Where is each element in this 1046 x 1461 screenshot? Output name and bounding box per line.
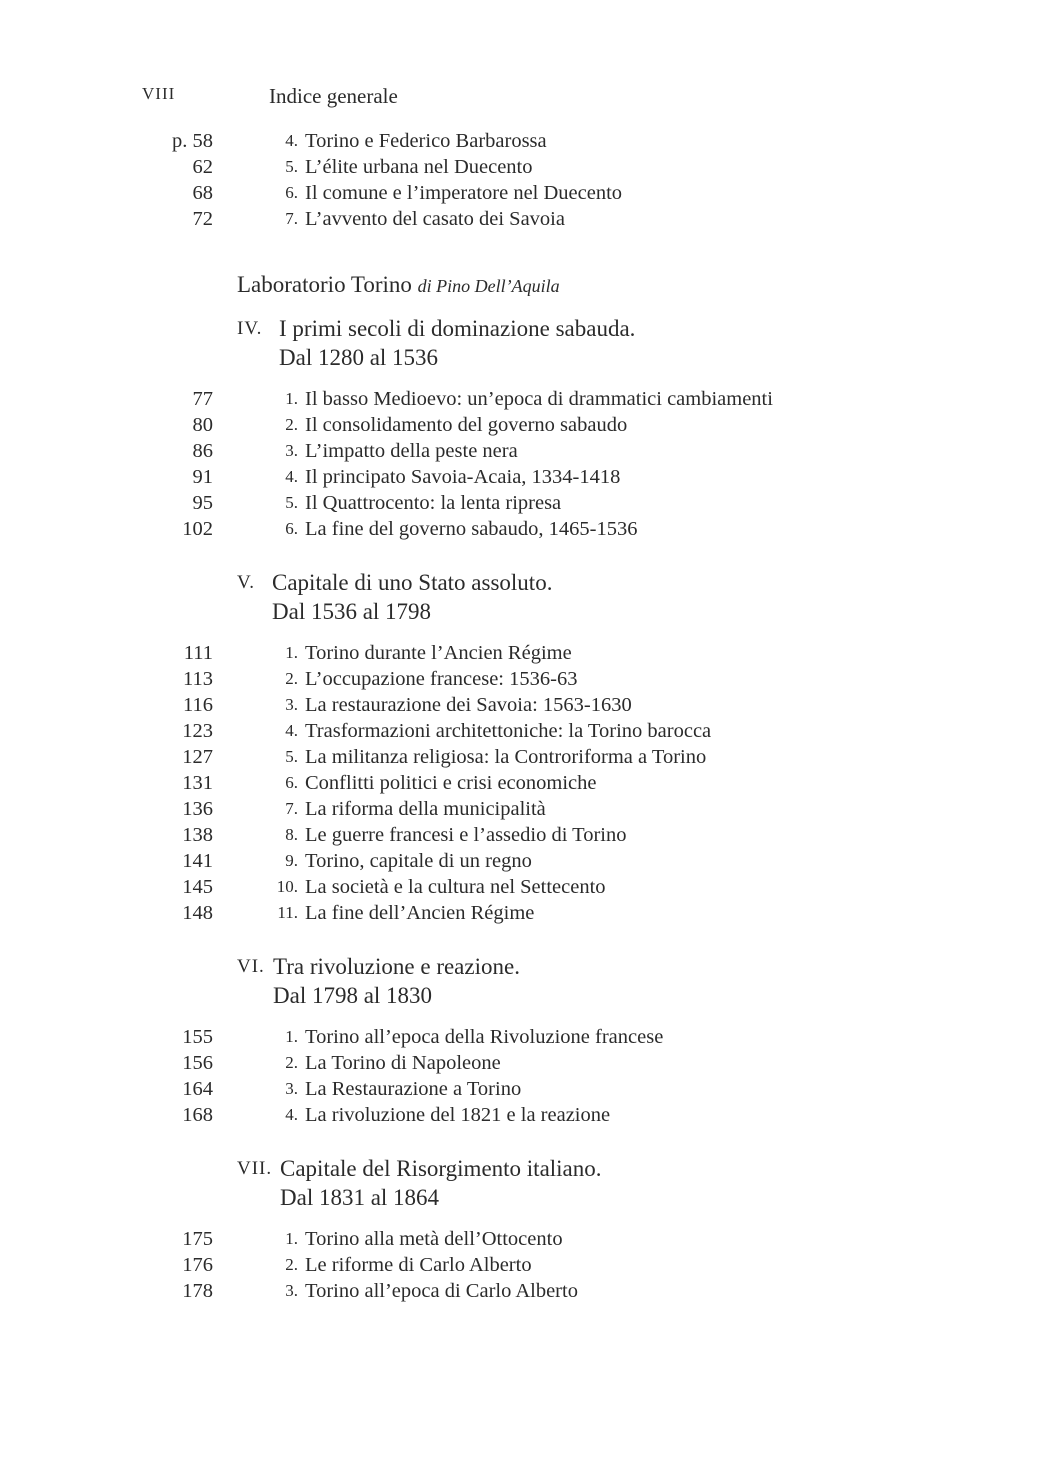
running-header <box>0 84 1046 114</box>
entry-page: 86 <box>192 440 213 462</box>
entry-title: Trasformazioni architettoniche: la Torino barocca <box>305 720 712 742</box>
entry-page: 116 <box>183 694 213 716</box>
section-heading-laboratorio[interactable] <box>0 270 1046 300</box>
toc-entry[interactable] <box>0 180 1046 206</box>
entry-title: Le riforme di Carlo Alberto <box>305 1254 532 1276</box>
entry-page: 72 <box>192 208 213 230</box>
entry-title: La società e la cultura nel Settecento <box>305 876 606 898</box>
toc-entry[interactable] <box>0 1226 1046 1252</box>
entry-number: 2. <box>285 669 298 688</box>
entry-page: 168 <box>182 1104 213 1126</box>
entry-title: La Restaurazione a Torino <box>305 1078 522 1100</box>
entry-number: 2. <box>285 1255 298 1274</box>
entry-title: Il comune e l’imperatore nel Duecento <box>305 182 623 204</box>
entry-number: 4. <box>285 1105 298 1124</box>
entry-title: La Torino di Napoleone <box>305 1052 501 1074</box>
entry-number: 1. <box>285 1229 298 1248</box>
toc-entry[interactable] <box>0 1024 1046 1050</box>
toc-entry[interactable] <box>0 464 1046 490</box>
entry-page: 111 <box>183 642 213 664</box>
entry-title: Conflitti politici e crisi economiche <box>305 772 597 794</box>
section-title: Laboratorio Torino <box>237 272 412 297</box>
entry-page: 77 <box>192 388 213 410</box>
entry-page: 68 <box>192 182 213 204</box>
entry-number: 8. <box>285 825 298 844</box>
entry-title: Torino e Federico Barbarossa <box>305 130 547 152</box>
entry-number: 3. <box>285 695 298 714</box>
chapter-entries <box>0 386 1046 542</box>
toc-entry[interactable] <box>0 640 1046 666</box>
entry-number: 1. <box>285 389 298 408</box>
top-entries <box>0 128 1046 232</box>
entry-title: Il consolidamento del governo sabaudo <box>305 414 628 436</box>
entry-number: 3. <box>285 441 298 460</box>
entry-number: 4. <box>285 721 298 740</box>
entry-page: 123 <box>182 720 213 742</box>
entry-page: 62 <box>192 156 213 178</box>
entry-title: La restaurazione dei Savoia: 1563-1630 <box>305 694 632 716</box>
toc-entry[interactable] <box>0 848 1046 874</box>
entry-number: 9. <box>285 851 298 870</box>
entry-number: 1. <box>285 643 298 662</box>
toc-entry[interactable] <box>0 900 1046 926</box>
entry-title: Il principato Savoia-Acaia, 1334-1418 <box>305 466 621 488</box>
entry-page: 138 <box>182 824 213 846</box>
entry-number: 3. <box>285 1281 298 1300</box>
toc-entry[interactable] <box>0 1102 1046 1128</box>
toc-entry[interactable] <box>0 718 1046 744</box>
entry-number: 10. <box>276 877 298 896</box>
entry-page: 141 <box>182 850 213 872</box>
page-folio: VIII <box>142 84 176 103</box>
chapter-heading-iv[interactable] <box>0 314 1046 372</box>
entry-number: 7. <box>285 799 298 818</box>
entry-title: La rivoluzione del 1821 e la reazione <box>305 1104 611 1126</box>
chapter-title: Tra rivoluzione e reazione. <box>273 954 520 979</box>
entry-page: 136 <box>182 798 213 820</box>
entry-page: 95 <box>192 492 213 514</box>
entry-page: 148 <box>182 902 213 924</box>
entry-number: 6. <box>285 519 298 538</box>
entry-page: 156 <box>182 1052 213 1074</box>
entry-title: La riforma della municipalità <box>305 798 546 820</box>
entry-title: Torino all’epoca di Carlo Alberto <box>305 1280 578 1302</box>
chapter-heading-vii[interactable] <box>0 1154 1046 1212</box>
section-author: di Pino Dell’Aquila <box>417 276 560 296</box>
entry-page: 113 <box>183 668 213 690</box>
entry-title: L’élite urbana nel Duecento <box>305 156 533 178</box>
running-title: Indice generale <box>269 84 398 108</box>
chapter-dates: Dal 1536 al 1798 <box>272 599 432 624</box>
entry-page: 131 <box>182 772 213 794</box>
entry-page: 175 <box>182 1228 213 1250</box>
entry-title: Torino, capitale di un regno <box>305 850 532 872</box>
toc-entry[interactable] <box>0 154 1046 180</box>
entry-number: 7. <box>285 209 298 228</box>
entry-page: 164 <box>182 1078 213 1100</box>
toc-entry[interactable] <box>0 386 1046 412</box>
entry-number: 5. <box>285 747 298 766</box>
chapter-number: VII. <box>237 1158 273 1179</box>
entry-number: 4. <box>285 467 298 486</box>
entry-number: 2. <box>285 415 298 434</box>
entry-title: Torino all’epoca della Rivoluzione francese <box>305 1026 664 1048</box>
toc-entry[interactable] <box>0 1278 1046 1304</box>
chapter-dates: Dal 1798 al 1830 <box>273 983 433 1008</box>
entry-title: L’avvento del casato dei Savoia <box>305 208 565 230</box>
entry-number: 6. <box>285 773 298 792</box>
entry-page: 102 <box>182 518 213 540</box>
chapter-entries <box>0 1226 1046 1304</box>
toc-entry[interactable] <box>0 1076 1046 1102</box>
chapter-dates: Dal 1831 al 1864 <box>280 1185 440 1210</box>
entry-page: 176 <box>182 1254 213 1276</box>
entry-page: 178 <box>182 1280 213 1302</box>
chapter-title: I primi secoli di dominazione sabauda. <box>279 316 636 341</box>
entry-number: 2. <box>285 1053 298 1072</box>
chapter-number: IV. <box>237 318 263 339</box>
table-of-contents <box>0 128 1046 1304</box>
chapter-heading-v[interactable] <box>0 568 1046 626</box>
toc-entry[interactable] <box>0 490 1046 516</box>
entry-number: 6. <box>285 183 298 202</box>
chapter-entries <box>0 640 1046 926</box>
chapter-title: Capitale del Risorgimento italiano. <box>280 1156 602 1181</box>
entry-title: L’impatto della peste nera <box>305 440 518 462</box>
toc-entry[interactable] <box>0 412 1046 438</box>
toc-entry[interactable] <box>0 796 1046 822</box>
toc-entry[interactable] <box>0 744 1046 770</box>
entry-title: Il basso Medioevo: un’epoca di drammatici cambiamenti <box>305 388 773 410</box>
entry-title: La militanza religiosa: la Controriforma a Torino <box>305 746 707 768</box>
entry-number: 5. <box>285 157 298 176</box>
toc-entry[interactable] <box>0 206 1046 232</box>
toc-entry[interactable] <box>0 770 1046 796</box>
toc-entry[interactable] <box>0 666 1046 692</box>
entry-title: La fine del governo sabaudo, 1465-1536 <box>305 518 638 540</box>
entry-page: 80 <box>192 414 213 436</box>
entry-page: 91 <box>192 466 213 488</box>
chapter-dates: Dal 1280 al 1536 <box>279 345 439 370</box>
toc-entry[interactable] <box>0 692 1046 718</box>
entry-title: Torino durante l’Ancien Régime <box>305 642 572 664</box>
entry-title: L’occupazione francese: 1536-63 <box>305 668 578 690</box>
entry-number: 4. <box>285 131 298 150</box>
toc-entry[interactable] <box>0 438 1046 464</box>
entry-number: 5. <box>285 493 298 512</box>
entry-page: p. 58 <box>172 130 213 152</box>
entry-page: 145 <box>182 876 213 898</box>
toc-entry[interactable] <box>0 516 1046 542</box>
chapter-heading-vi[interactable] <box>0 952 1046 1010</box>
toc-entry[interactable] <box>0 822 1046 848</box>
entry-title: Le guerre francesi e l’assedio di Torino <box>305 824 627 846</box>
entry-number: 11. <box>277 903 298 922</box>
entry-number: 3. <box>285 1079 298 1098</box>
toc-entry[interactable] <box>0 1050 1046 1076</box>
entry-page: 127 <box>182 746 213 768</box>
chapter-entries <box>0 1024 1046 1128</box>
entry-number: 1. <box>285 1027 298 1046</box>
toc-entry[interactable] <box>0 128 1046 154</box>
entry-page: 155 <box>182 1026 213 1048</box>
entry-title: Torino alla metà dell’Ottocento <box>305 1228 563 1250</box>
toc-entry[interactable] <box>0 874 1046 900</box>
chapter-number: V. <box>237 572 256 593</box>
chapter-number: VI. <box>237 956 265 977</box>
chapter-title: Capitale di uno Stato assoluto. <box>272 570 553 595</box>
entry-title: Il Quattrocento: la lenta ripresa <box>305 492 562 514</box>
entry-title: La fine dell’Ancien Régime <box>305 902 535 924</box>
toc-entry[interactable] <box>0 1252 1046 1278</box>
